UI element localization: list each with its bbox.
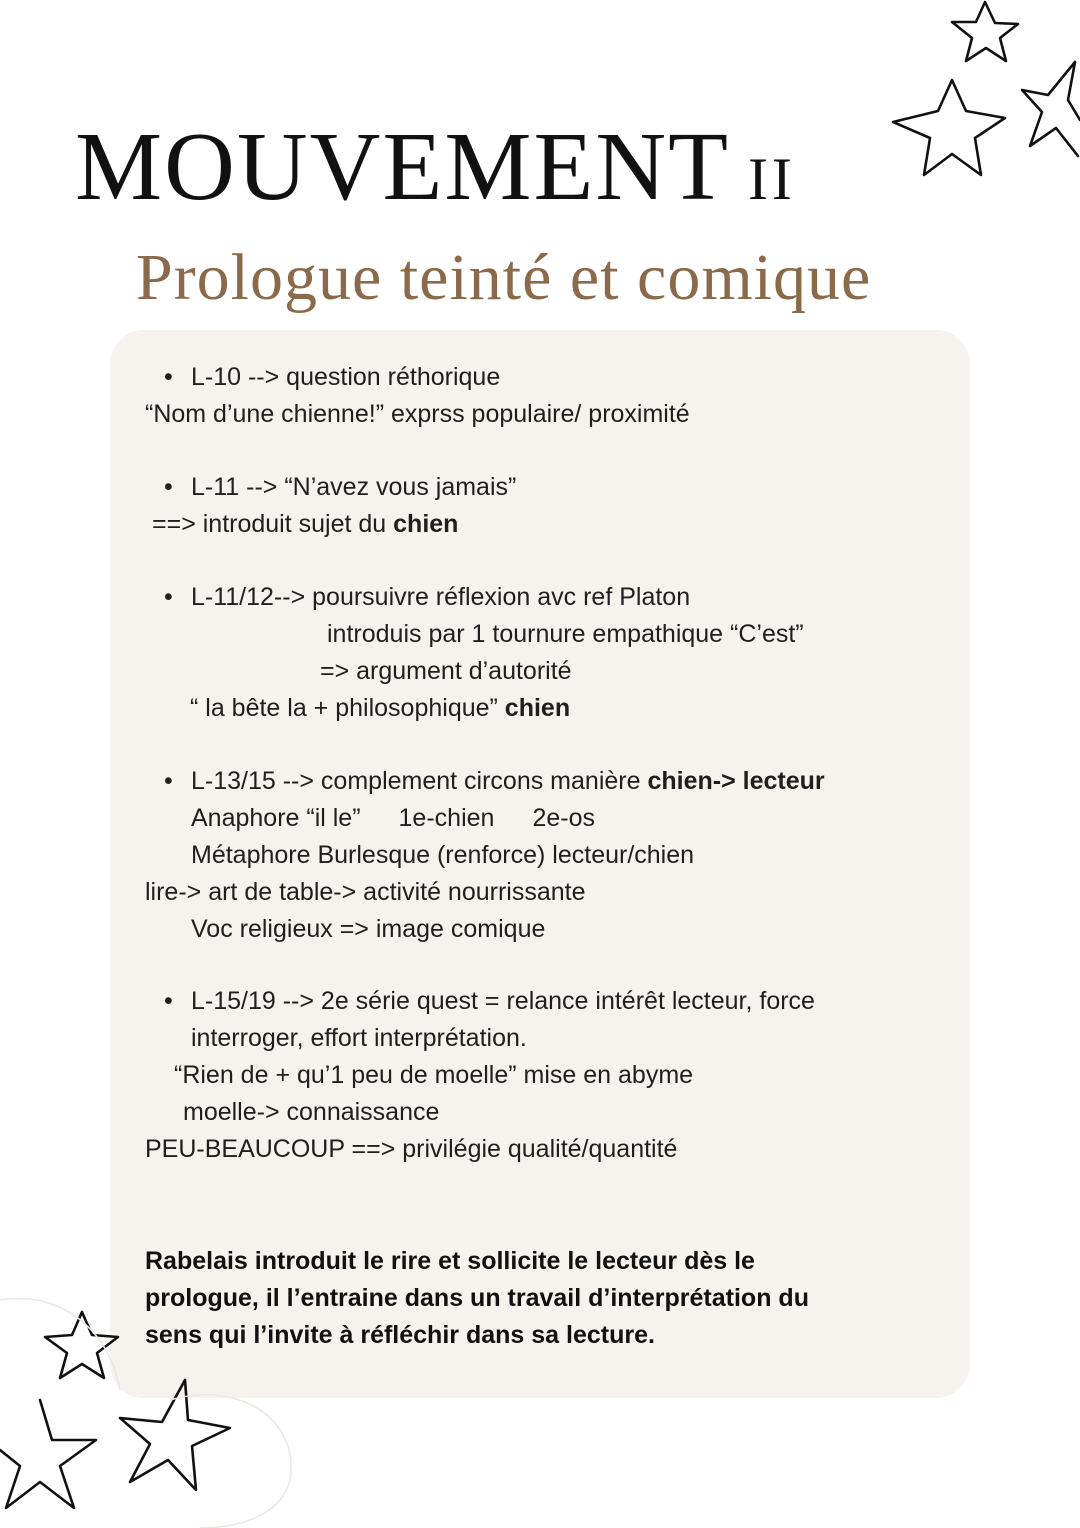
note-4-detail-2: Métaphore Burlesque (renforce) lecteur/chien	[191, 841, 695, 869]
star-icon	[0, 1400, 96, 1508]
star-icon	[893, 80, 1005, 175]
title-main: MOUVEMENT	[75, 113, 730, 221]
note-3-heading: • L-11/12--> poursuivre réflexion avc ref Platon	[191, 582, 690, 612]
note-2-detail: ==> introduit sujet du chien	[152, 510, 459, 538]
star-icon	[952, 2, 1018, 61]
note-1-heading: • L-10 --> question réthorique	[191, 362, 500, 392]
note-5-detail-4: PEU-BEAUCOUP ==> privilégie qualité/quantité	[145, 1135, 678, 1163]
note-4-detail-1: Anaphore “il le” 1e-chien 2e-os	[191, 804, 595, 832]
title-number: II	[747, 146, 796, 212]
conclusion-line-1: Rabelais introduit le rire et sollicite le lecteur dès le	[145, 1247, 755, 1275]
page-title	[75, 113, 796, 221]
note-4-heading: • L-13/15 --> complement circons manière chien-> lecteur	[191, 766, 825, 796]
note-3-detail-1: introduis par 1 tournure empathique “C’est”	[327, 620, 804, 648]
note-3-detail-3: “ la bête la + philosophique” chien	[190, 694, 571, 722]
note-5-detail-3: moelle-> connaissance	[183, 1098, 440, 1126]
note-4-detail-4: Voc religieux => image comique	[191, 915, 546, 943]
conclusion	[145, 1243, 905, 1354]
conclusion-line-3: sens qui l’invite à réfléchir dans sa lecture.	[145, 1321, 655, 1349]
page-subtitle: Prologue teinté et comique	[136, 241, 872, 314]
note-4-detail-3: lire-> art de table-> activité nourrissante	[145, 878, 586, 906]
conclusion-line-2: prologue, il l’entraine dans un travail d’interprétation du	[145, 1284, 809, 1312]
note-5-detail-2: “Rien de + qu’1 peu de moelle” mise en abyme	[174, 1061, 694, 1089]
star-icon	[1022, 62, 1080, 156]
note-2-heading: • L-11 --> “N’avez vous jamais”	[191, 472, 516, 502]
note-3-detail-2: => argument d’autorité	[320, 657, 572, 685]
star-icon	[45, 1312, 118, 1378]
note-5-heading: • L-15/19 --> 2e série quest = relance intérêt lecteur, force	[191, 986, 815, 1016]
note-1-detail: “Nom d’une chienne!” exprss populaire/ proximité	[145, 400, 690, 428]
note-5-detail-1: interroger, effort interprétation.	[191, 1024, 527, 1052]
